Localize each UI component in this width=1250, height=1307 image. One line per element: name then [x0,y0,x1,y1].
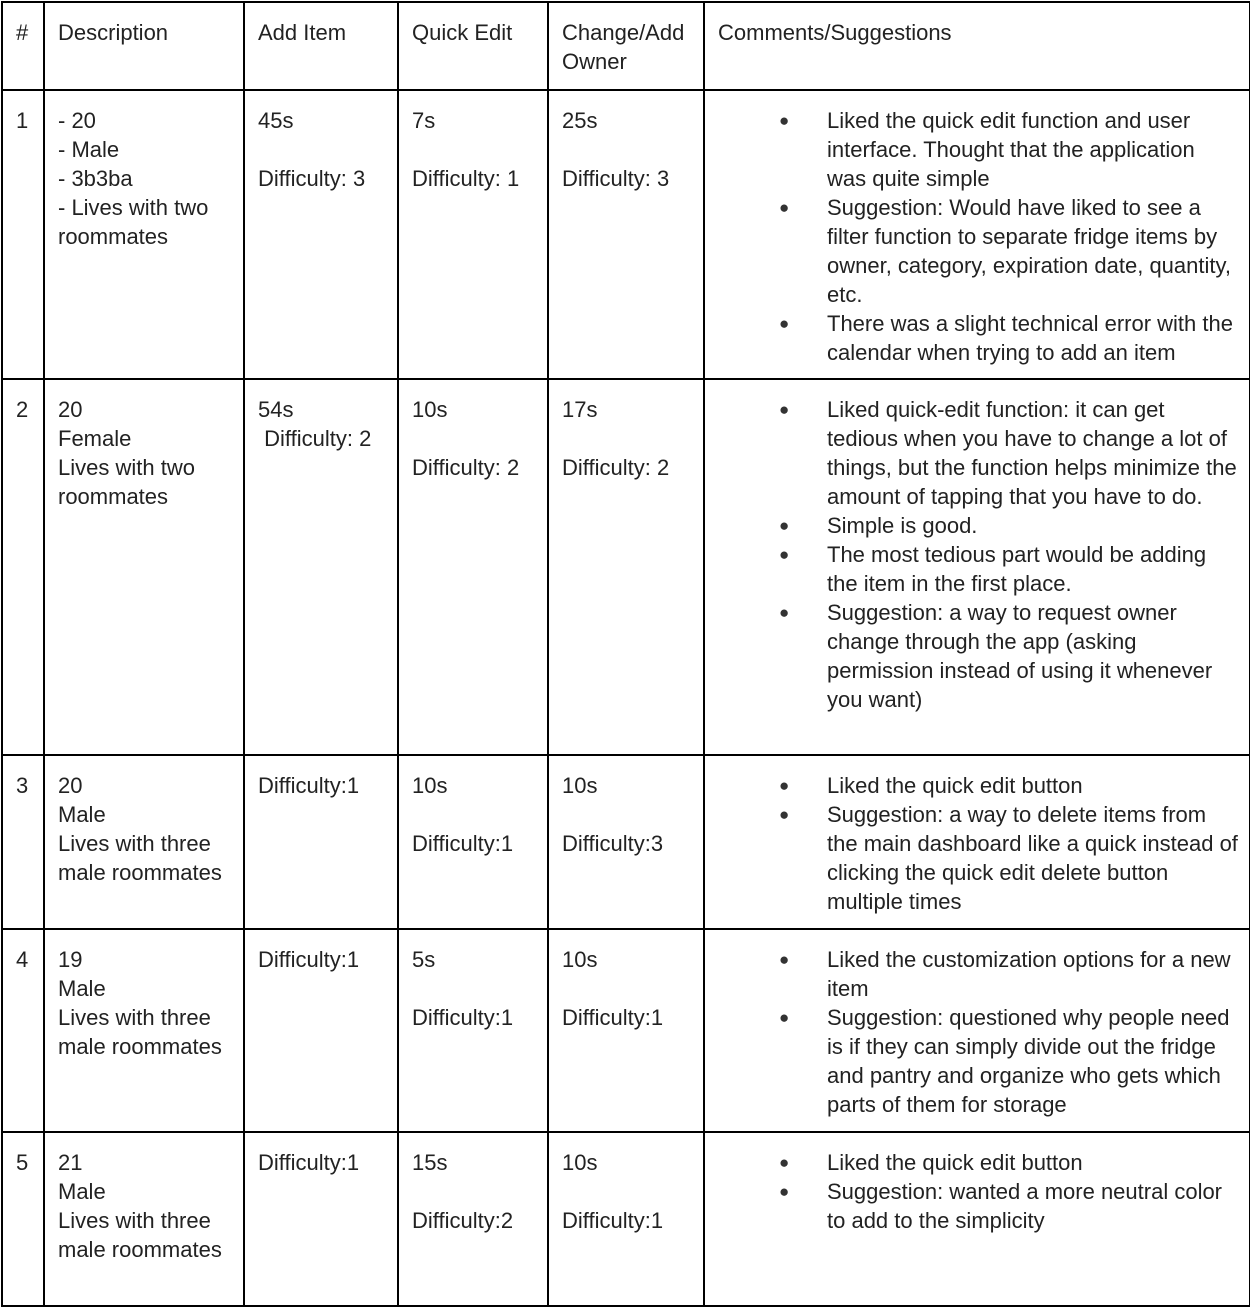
table-row [2,755,1250,929]
time-value: 7s [412,108,436,133]
header-change-owner: Change/Add Owner [548,2,704,90]
comment-item: ● Liked the quick edit button [827,771,1239,800]
comments-list [718,945,1239,1119]
comments-list [718,106,1239,367]
time-value: 54s [258,397,294,422]
time-value: 45s [258,108,294,133]
row-number: 2 [2,379,44,755]
change-owner-cell [548,1132,704,1306]
row-number: 1 [2,90,44,379]
change-owner-cell [548,755,704,929]
header-comments: Comments/Suggestions [704,2,1250,90]
row-number: 4 [2,929,44,1132]
time-value: 17s [562,397,598,422]
time-value: 15s [412,1150,448,1175]
difficulty-value: Difficulty: 2 [258,426,372,451]
quick-edit-cell [398,1132,548,1306]
comment-item: ● Suggestion: a way to delete items from the main dashboard like a quick instead of clicking the quick edit delete button multiple times [827,800,1239,916]
table-row [2,90,1250,379]
add-item-cell [244,929,398,1132]
description-line: - Male [58,137,120,162]
difficulty-value: Difficulty:1 [562,1005,664,1030]
time-value: 10s [412,397,448,422]
comments-cell [704,379,1250,755]
difficulty-value: Difficulty:1 [412,831,514,856]
comment-item: ● Suggestion: questioned why people need is if they can simply divide out the fridge and pantry and organize who gets which parts of them for storage [827,1003,1239,1119]
quick-edit-cell [398,90,548,379]
comment-item: ● Liked the customization options for a new item [827,945,1239,1003]
difficulty-value: Difficulty: 2 [562,455,670,480]
description-line: Lives with three male roommates [58,831,222,885]
description-line: - 3b3ba [58,166,133,191]
table-row [2,379,1250,755]
comments-list [718,771,1239,916]
difficulty-value: Difficulty:1 [258,773,360,798]
difficulty-value: Difficulty:1 [412,1005,514,1030]
description-line: 20 [58,773,83,798]
description-line: Male [58,802,106,827]
quick-edit-cell [398,755,548,929]
time-value: 10s [562,1150,598,1175]
description-line: 20 [58,397,83,422]
add-item-cell [244,379,398,755]
description-line: Male [58,976,106,1001]
comment-item: ● Suggestion: Would have liked to see a filter function to separate fridge items by owner, category, expiration date, quantity, etc. [827,193,1239,309]
table-row [2,929,1250,1132]
row-number: 5 [2,1132,44,1306]
description-line: Male [58,1179,106,1204]
description-cell [44,755,244,929]
difficulty-value: Difficulty:3 [562,831,664,856]
header-number: # [2,2,44,90]
comment-item: ● There was a slight technical error with the calendar when trying to add an item [827,309,1239,367]
description-cell [44,1132,244,1306]
header-add-item: Add Item [244,2,398,90]
difficulty-value: Difficulty: 3 [258,166,366,191]
time-value: 10s [562,947,598,972]
time-value: 10s [562,773,598,798]
add-item-cell [244,90,398,379]
description-line: Lives with three male roommates [58,1005,222,1059]
comments-list [718,395,1239,714]
change-owner-cell [548,379,704,755]
difficulty-value: Difficulty: 2 [412,455,520,480]
add-item-cell [244,1132,398,1306]
comment-item: ● Liked the quick edit function and user interface. Thought that the application was quite simple [827,106,1239,193]
time-value: 5s [412,947,436,972]
description-line: - 20 [58,108,96,133]
comment-item: ● Suggestion: wanted a more neutral color to add to the simplicity [827,1177,1239,1235]
change-owner-cell [548,90,704,379]
quick-edit-cell [398,379,548,755]
comment-item: ● Liked the quick edit button [827,1148,1239,1177]
comment-item: ● The most tedious part would be adding the item in the first place. [827,540,1239,598]
description-line: Lives with three male roommates [58,1208,222,1262]
header-quick-edit: Quick Edit [398,2,548,90]
comments-cell [704,929,1250,1132]
description-line: 19 [58,947,83,972]
change-owner-cell [548,929,704,1132]
description-line: Lives with two roommates [58,455,202,509]
description-line: Female [58,426,132,451]
add-item-cell [244,755,398,929]
usability-results-table [1,1,1250,1307]
difficulty-value: Difficulty:2 [412,1208,514,1233]
quick-edit-cell [398,929,548,1132]
table-row [2,1132,1250,1306]
comments-cell [704,755,1250,929]
time-value: 10s [412,773,448,798]
description-cell [44,379,244,755]
comments-cell [704,90,1250,379]
header-description: Description [44,2,244,90]
description-line: - Lives with two roommates [58,195,215,249]
description-cell [44,90,244,379]
comments-cell [704,1132,1250,1306]
time-value: 25s [562,108,598,133]
comment-item: ● Simple is good. [827,511,1239,540]
difficulty-value: Difficulty: 3 [562,166,670,191]
comment-item: ● Liked quick-edit function: it can get tedious when you have to change a lot of things, but the function helps minimize the amount of tapping that you have to do. [827,395,1239,511]
header-row [2,2,1250,90]
comment-item: ● Suggestion: a way to request owner change through the app (asking permission instead of using it whenever you want) [827,598,1239,714]
difficulty-value: Difficulty:1 [258,947,360,972]
row-number: 3 [2,755,44,929]
difficulty-value: Difficulty: 1 [412,166,520,191]
comments-list [718,1148,1239,1235]
difficulty-value: Difficulty:1 [258,1150,360,1175]
description-line: 21 [58,1150,83,1175]
difficulty-value: Difficulty:1 [562,1208,664,1233]
description-cell [44,929,244,1132]
